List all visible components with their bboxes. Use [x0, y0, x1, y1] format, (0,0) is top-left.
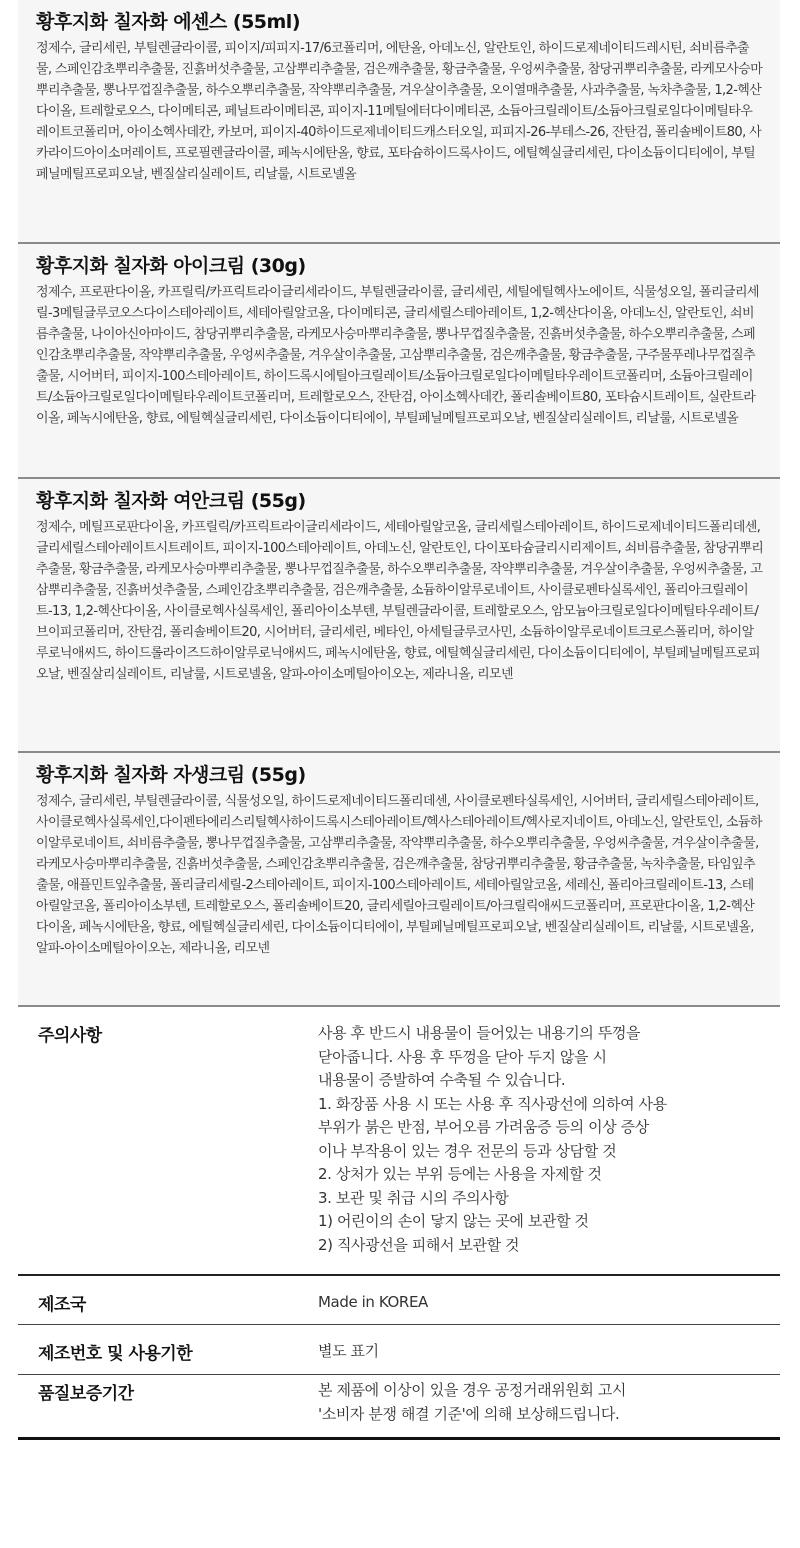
caution-line: 1. 화장품 사용 시 또는 사용 후 직사광선에 의하여 사용 — [318, 1094, 667, 1113]
product-ingredients: 정제수, 프로판다이올, 카프릴릭/카프릭트라이글리세라이드, 부틸렌글라이콜, 글리세린, 세틸에틸헥사노에이트, 식물성오일, 폴리글리세릴-3메틸글루코오스다이스테아레이트, 세테아릴알코올, 다이메티콘, 글리세릴스테아레이트, 1,2-헥산다이올, 아데노신, 알란토인, 쇠비름추출물, 나이아신아마이드, 참당귀뿌리추출물, 라케모사승마뿌리추출물, 뽕나무껍질추출물, 진흙버섯추출물, 하수오뿌리추출물, 스페인감초뿌리추출물, 작약뿌리추출물, 우엉씨추출물, 겨우살이추출물, 고삼뿌리추출물, 검은깨추출물, 황금추출물, 구주물푸레나무껍질추출물, 시어버터, 피이지-100스테아레이트, 하이드록시에틸아크릴레이트/소듐아크릴로일다이메틸타우레이트코폴리머, 소듐아크릴레이트/소듐아크릴로일다이메틸타우레이트코폴리머, 트레할로오스, 잔탄검, 아이소헥사데칸, 폴리솔베이트80, 포타슘시트레이트, 실란트라이올, 페녹시에탄올, 향료, 에틸헥실글리세린, 다이소듐이디티에이, 부틸페닐메틸프로피오날, 벤질살리실레이트, 리날룰, 시트로넬올 — [36, 285, 759, 426]
product-info-table — [18, 1007, 780, 1440]
country-label: 제조국 — [38, 1295, 86, 1315]
lot-label: 제조번호 및 사용기한 — [38, 1344, 193, 1364]
ingredient-sections — [18, 0, 780, 1007]
product-section-jasaeng-cream — [18, 753, 780, 1007]
country-row — [18, 1276, 780, 1324]
product-ingredients: 정제수, 글리세린, 부틸렌글라이콜, 식물성오일, 하이드로제네이티드폴리데센, 사이클로펜타실록세인, 시어버터, 글리세릴스테아레이트,사이클로헥사실록세인,다이펜타에리스리틸헥사하이드록시스테아레이트/헥사스테아레이트/헥사로지네이트, 아데노신, 알란토인, 소듐하이알루로네이트, 쇠비름추출물, 뽕나무껍질추출물, 고삼뿌리추출물, 작약뿌리추출물, 하수오뿌리추출물, 우엉씨추출물, 겨우살이추출물, 라케모사승마뿌리추출물, 진흙버섯추출물, 스페인감초뿌리추출물, 검은깨추출물, 참당귀뿌리추출물, 황금추출물, 녹차추출물, 타임잎추출물, 애플민트잎추출물, 폴리글리세릴-2스테아레이트, 피이지-100스테아레이트, 세테아릴알코올, 세레신, 폴리아크릴레이트-13, 스테아릴알코올, 폴리아이소부텐, 트레할로오스, 폴리솔베이트20, 글리세릴아크릴레이트/아크릴릭애씨드코폴리머, 프로판다이올, 1,2-헥산다이올, 페녹시에탄올, 향료, 에틸헥실글리세린, 다이소듐이디티에이, 부틸페닐메틸프로피오날, 벤질살리실레이트, 리날룰, 시트로넬올, 알파-아이소메틸아이오논, 제라니올, 리모넨 — [36, 794, 762, 956]
product-section-eye-cream — [18, 244, 780, 479]
warranty-row — [18, 1375, 780, 1437]
caution-line: 닫아줍니다. 사용 후 뚜껑을 닫아 두지 않을 시 — [318, 1047, 607, 1066]
caution-line: 이나 부작용이 있는 경우 전문의 등과 상담할 것 — [318, 1141, 617, 1160]
caution-line: 1) 어린이의 손이 닿지 않는 곳에 보관할 것 — [318, 1212, 589, 1230]
caution-label: 주의사항 — [38, 1026, 102, 1046]
caution-line: 부위가 붉은 반점, 부어오름 가려움증 등의 이상 증상 — [318, 1118, 649, 1136]
country-value: Made in KOREA — [318, 1293, 428, 1311]
warranty-label: 품질보증기간 — [38, 1384, 134, 1404]
caution-line: 2) 직사광선을 피해서 보관할 것 — [318, 1235, 520, 1254]
product-section-yeoan-cream — [18, 479, 780, 753]
caution-text — [318, 1022, 758, 1257]
warranty-line: 본 제품에 이상이 있을 경우 공정거래위원회 고시 — [318, 1381, 627, 1399]
warranty-text — [318, 1379, 758, 1426]
product-section-essence — [18, 0, 780, 244]
lot-row — [18, 1325, 780, 1374]
caution-line: 내용물이 증발하여 수축될 수 있습니다. — [318, 1071, 566, 1089]
product-title: 황후지화 칠자화 에센스 (55ml) — [36, 11, 301, 33]
product-ingredients: 정제수, 글리세린, 부틸렌글라이콜, 피이지/피피지-17/6코폴리머, 에탄올, 아데노신, 알란토인, 하이드로제네이티드레시틴, 쇠비름추출물, 스페인감초뿌리추출물, 진흙버섯추출물, 고삼뿌리추출물, 검은깨추출물, 황금추출물, 우엉씨추출물, 참당귀뿌리추출물, 라케모사승마뿌리추출물, 뽕나무껍질추출물, 하수오뿌리추출물, 작약뿌리추출물, 겨우살이추출물, 오이열매추출물, 사과추출물, 녹차추출물, 1,2-헥산다이올, 트레할로오스, 다이메티콘, 페닐트라이메티콘, 피이지-11메틸에터다이메티콘, 소듐아크릴레이트/소듐아크릴로일다이메틸타우레이트코폴리머, 아이소헥사데칸, 카보머, 피이지-40하이드로제네이티드캐스터오일, 피피지-26-부테스-26, 잔탄검, 폴리솔베이트80, 사카라이드아이소머레이트, 프로필렌글라이콜, 페녹시에탄올, 향료, 포타슘하이드록사이드, 에틸헥실글리세린, 다이소듐이디티에이, 부틸페닐메틸프로피오날, 벤질살리실레이트, 리날룰, 시트로넬올 — [36, 41, 763, 182]
lot-value: 별도 표기 — [318, 1342, 379, 1360]
product-ingredients: 정제수, 메틸프로판다이올, 카프릴릭/카프릭트라이글리세라이드, 세테아릴알코올, 글리세릴스테아레이트, 하이드로제네이티드폴리데센, 글리세릴스테아레이트시트레이트, 피이지-100스테아레이트, 아데노신, 알란토인, 다이포타슘글리시리제이트, 쇠비름추출물, 참당귀뿌리추출물, 황금추출물, 라케모사승마뿌리추출물, 뽕나무껍질추출물, 하수오뿌리추출물, 작약뿌리추출물, 겨우살이추출물, 우엉씨추출물, 고삼뿌리추출물, 진흙버섯추출물, 스페인감초뿌리추출물, 검은깨추출물, 소듐하이알루로네이트, 사이클로펜타실록세인, 폴리아크릴레이트-13, 1,2-헥산다이올, 사이클로헥사실록세인, 폴리아이소부텐, 부틸렌글라이콜, 트레할로오스, 암모늄아크릴로일다이메틸타우레이트/브이피코폴리머, 잔탄검, 폴리솔베이트20, 시어버터, 글리세린, 베타인, 아세틸글루코사민, 소듐하이알루로네이트크로스폴리머, 하이알루로닉애씨드, 하이드롤라이즈드하이알루로닉애씨드, 페녹시에탄올, 향료, 에틸헥실글리세린, 다이소듐이디티에이, 부틸페닐메틸프로피오날, 벤질살리실레이트, 리날룰, 시트로넬올, 알파-아이소메틸아이오논, 제라니올, 리모넨 — [36, 520, 764, 682]
warranty-line: '소비자 분쟁 해결 기준'에 의해 보상해드립니다. — [318, 1404, 620, 1423]
product-title: 황후지화 칠자화 자생크림 (55g) — [36, 764, 306, 786]
caution-row — [18, 1007, 780, 1274]
caution-line: 사용 후 반드시 내용물이 들어있는 내용기의 뚜껑을 — [318, 1024, 641, 1042]
product-title: 황후지화 칠자화 아이크림 (30g) — [36, 255, 306, 277]
product-title: 황후지화 칠자화 여안크림 (55g) — [36, 490, 306, 512]
table-bottom-border — [18, 1437, 780, 1440]
caution-line: 2. 상처가 있는 부위 등에는 사용을 자제할 것 — [318, 1165, 602, 1183]
caution-line: 3. 보관 및 취급 시의 주의사항 — [318, 1188, 509, 1207]
